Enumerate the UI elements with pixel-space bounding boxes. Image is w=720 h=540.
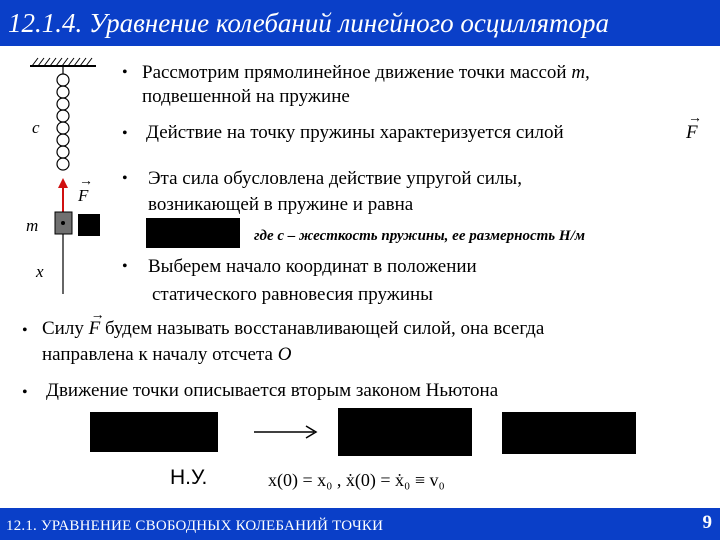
bullet-4-line-1: Выберем начало координат в положении [148, 256, 477, 277]
page-number: 9 [702, 512, 712, 533]
bullet-dot: • [22, 384, 28, 401]
force-symbol: → F [686, 111, 702, 143]
footer-bar [0, 508, 720, 540]
bullet-dot: • [122, 170, 128, 187]
bullet-2-text: Действие на точку пружины характеризуется силой [146, 122, 564, 143]
bullet-dot: • [122, 64, 128, 81]
bullet-dot: • [122, 125, 128, 142]
mass-label: m [26, 216, 39, 235]
bullet-3-line-1: Эта сила обусловлена действие упругой силы, [148, 168, 522, 189]
equation-box-3 [502, 412, 636, 454]
bullet-1-line-2: подвешенной на пружине [142, 86, 350, 107]
spring-mass-diagram [0, 46, 110, 306]
initial-conditions-formula: x(0) = x₀ , ẋ(0) = ẋ₀ ≡ v₀ [268, 470, 445, 490]
x-axis-label: x [36, 262, 44, 281]
ceiling-hatch [32, 58, 92, 66]
black-square [78, 214, 100, 236]
force-label: → F [78, 174, 93, 205]
bullet-5-line-1: Силу → F будем называть восстанавливающей силой, она всегда [42, 308, 545, 339]
stiffness-note: где с – жесткость пружины, ее размерность Н/м [254, 228, 586, 244]
equation-box-1 [90, 412, 218, 452]
bullet-5-line-2: направлена к началу отсчета O [42, 344, 292, 365]
bullet-dot: • [122, 258, 128, 275]
spring-coils [57, 74, 69, 170]
formula-redacted [146, 218, 240, 248]
bullet-4-line-2: статического равновесия пружины [152, 284, 433, 305]
bullet-3-line-2: возникающей в пружине и равна [148, 194, 414, 215]
spring-stiffness-label: c [32, 118, 40, 137]
slide-title: 12.1.4. Уравнение колебаний линейного осциллятора [0, 0, 720, 46]
footer-section-title: 12.1. УРАВНЕНИЕ СВОБОДНЫХ КОЛЕБАНИЙ ТОЧКИ [6, 518, 384, 534]
bullet-dot: • [22, 322, 28, 339]
bullet-6-text: Движение точки описывается вторым законом Ньютона [46, 380, 499, 401]
equation-box-2 [338, 408, 472, 456]
bullet-1-line-1: Рассмотрим прямолинейное движение точки массой m, [142, 62, 590, 83]
implies-arrow-icon [252, 422, 324, 442]
initial-conditions-label: Н.У. [170, 466, 208, 489]
